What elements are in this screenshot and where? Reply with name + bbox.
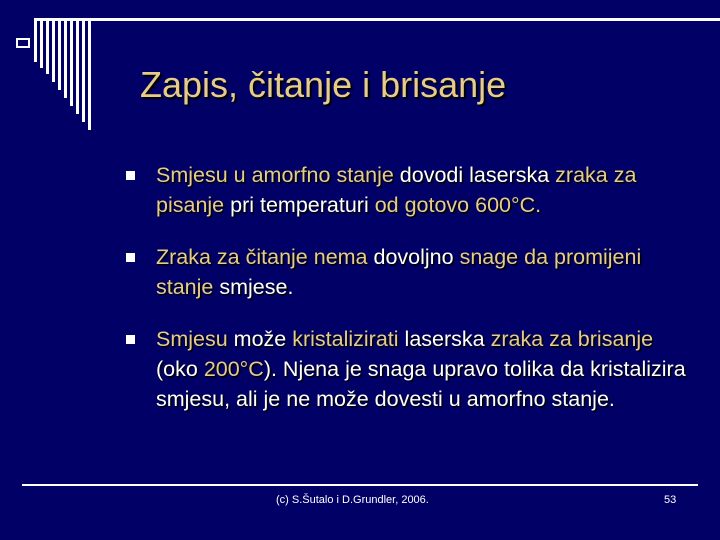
stripe — [34, 18, 37, 62]
square-bullet-icon — [126, 253, 135, 262]
stripe — [46, 18, 49, 74]
stripe — [76, 18, 79, 114]
footer-copyright: (c) S.Šutalo i D.Grundler, 2006. — [276, 494, 429, 506]
stripe — [64, 18, 67, 98]
body-text: pri temperaturi — [224, 193, 375, 217]
highlighted-text: 200°C — [203, 357, 264, 381]
corner-square-decoration — [16, 38, 30, 48]
slide-title: Zapis, čitanje i brisanje — [140, 64, 507, 105]
square-bullet-icon — [126, 171, 135, 180]
body-text: dovoljno — [367, 245, 460, 269]
stripe — [40, 18, 43, 68]
stripe — [58, 18, 61, 90]
stripe — [52, 18, 55, 82]
highlighted-text: kristalizirati — [292, 327, 399, 351]
highlighted-text: zraka za pisanje — [156, 163, 637, 217]
highlighted-text: zraka za brisanje — [490, 327, 654, 351]
stripe — [70, 18, 73, 106]
highlighted-text: Zraka za čitanje nema — [156, 245, 368, 269]
footer-rule — [22, 484, 698, 486]
body-text: može — [227, 327, 293, 351]
body-text: ). Njena je snaga upravo tolika da kristalizira smjesu, ali je ne može dovesti u amorfno stanje. — [156, 357, 686, 411]
stripe — [82, 18, 85, 122]
bullet-item — [126, 324, 686, 414]
bullet-item — [126, 242, 686, 302]
highlighted-text: snage da promijeni stanje — [156, 245, 642, 299]
bullet-item — [126, 160, 686, 220]
highlighted-text: Smjesu — [156, 327, 228, 351]
highlighted-text: Smjesu u amorfno stanje — [156, 163, 394, 187]
body-text: dovodi laserska — [393, 163, 556, 187]
highlighted-text: od gotovo 600°C. — [374, 193, 542, 217]
body-text: smjese. — [213, 275, 294, 299]
body-text: laserska — [398, 327, 491, 351]
bullet-list — [126, 160, 686, 414]
page-number: 53 — [664, 494, 677, 506]
square-bullet-icon — [126, 335, 135, 344]
body-text: (oko — [156, 357, 204, 381]
top-rule — [34, 18, 720, 21]
stripe — [88, 18, 91, 130]
